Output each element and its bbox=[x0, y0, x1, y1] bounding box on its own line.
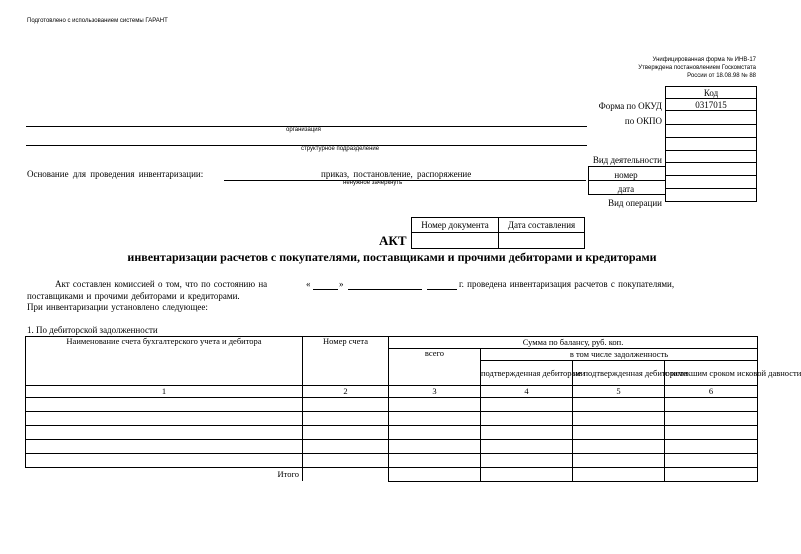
code-blank-1 bbox=[666, 125, 757, 138]
col-number-6: 6 bbox=[665, 386, 758, 398]
doc-type-hint: ненужное зачеркнуть bbox=[343, 180, 403, 186]
doc-number-value bbox=[412, 233, 499, 249]
total-value-4 bbox=[481, 468, 573, 482]
doc-box bbox=[411, 217, 585, 249]
codes-header: Код bbox=[666, 87, 757, 99]
col-number-4: 4 bbox=[481, 386, 573, 398]
total-row bbox=[26, 468, 758, 482]
operation-label: Вид операции bbox=[608, 198, 662, 208]
number-label: номер bbox=[614, 170, 638, 180]
col-number-2: 2 bbox=[303, 386, 389, 398]
col-number-3: 3 bbox=[389, 386, 481, 398]
year-line bbox=[427, 289, 457, 290]
quote-close: » bbox=[339, 279, 344, 289]
total-spacer bbox=[303, 468, 389, 482]
col-number-5: 5 bbox=[573, 386, 665, 398]
activity-value bbox=[666, 151, 757, 163]
table-row bbox=[26, 440, 758, 454]
doc-date-value bbox=[499, 233, 585, 249]
date-label: дата bbox=[617, 184, 635, 194]
okpo-value bbox=[666, 111, 757, 125]
col-number-1: 1 bbox=[26, 386, 303, 398]
month-line bbox=[348, 289, 422, 290]
activity-label: Вид деятельности bbox=[592, 155, 662, 165]
form-header-line1: Унифицированная форма № ИНВ-17 bbox=[652, 57, 756, 63]
okud-label: Форма по ОКУД bbox=[598, 101, 662, 111]
body-line1-start: Акт составлен комиссией о том, что по состоянию на bbox=[55, 279, 268, 289]
col-confirmed-header: подтвержденная дебиторами bbox=[481, 361, 573, 386]
table-row bbox=[26, 426, 758, 440]
receivables-table bbox=[25, 336, 801, 482]
codes-table bbox=[665, 86, 757, 202]
day-line bbox=[313, 289, 338, 290]
total-value-5 bbox=[573, 468, 665, 482]
col-sum-header: Сумма по балансу, руб. коп. bbox=[389, 337, 758, 349]
basis-label: Основание для проведения инвентаризации: bbox=[27, 169, 204, 179]
operation-value bbox=[666, 189, 757, 202]
quote-open: « bbox=[306, 279, 311, 289]
doc-date-header: Дата составления bbox=[499, 218, 585, 233]
number-value bbox=[666, 163, 757, 176]
table-row bbox=[26, 412, 758, 426]
basis-line bbox=[224, 180, 586, 181]
division-caption: структурное подразделение bbox=[301, 146, 380, 152]
garant-note: Подготовлено с использованием системы ГАРАНТ bbox=[27, 18, 168, 24]
col-total-header: всего bbox=[389, 349, 481, 386]
col-expired-header: с истекшим сроком исковой давности bbox=[665, 361, 758, 386]
form-header bbox=[638, 56, 756, 80]
col-unconfirmed-header: не подтвержденная дебиторами bbox=[573, 361, 665, 386]
col-name-header: Наименование счета бухгалтерского учета и дебитора bbox=[26, 337, 303, 386]
organization-caption: организация bbox=[286, 127, 321, 133]
okud-value: 0317015 bbox=[666, 99, 757, 111]
okpo-label: по ОКПО bbox=[624, 116, 662, 126]
section1-title: 1. По дебиторской задолженности bbox=[27, 325, 158, 335]
form-header-line2: Утверждена постановлением Госкомстата bbox=[638, 65, 756, 71]
doc-number-header: Номер документа bbox=[412, 218, 499, 233]
form-header-line3: России от 18.08.98 № 88 bbox=[687, 73, 756, 79]
title-main: АКТ bbox=[379, 233, 407, 248]
date-value bbox=[666, 176, 757, 189]
code-blank-2 bbox=[666, 138, 757, 151]
total-value-3 bbox=[389, 468, 481, 482]
number-date-divider bbox=[588, 180, 665, 181]
title-subtitle: инвентаризации расчетов с покупателями, поставщиками и прочими дебиторами и кредиторами bbox=[127, 250, 657, 264]
table-row bbox=[26, 454, 758, 468]
year-suffix: г. проведена инвентаризация расчетов с покупателями, bbox=[459, 279, 675, 289]
table-row bbox=[26, 398, 758, 412]
basis-value: приказ, постановление, распоряжение bbox=[321, 169, 472, 179]
total-value-6 bbox=[665, 468, 758, 482]
col-incl-header: в том числе задолженность bbox=[481, 349, 758, 361]
body-line3: При инвентаризации установлено следующее: bbox=[27, 302, 208, 312]
col-account-header: Номер счета bbox=[303, 337, 389, 386]
total-label: Итого bbox=[26, 468, 303, 482]
body-line2: поставщиками и прочими дебиторами и кредиторами. bbox=[27, 291, 240, 301]
